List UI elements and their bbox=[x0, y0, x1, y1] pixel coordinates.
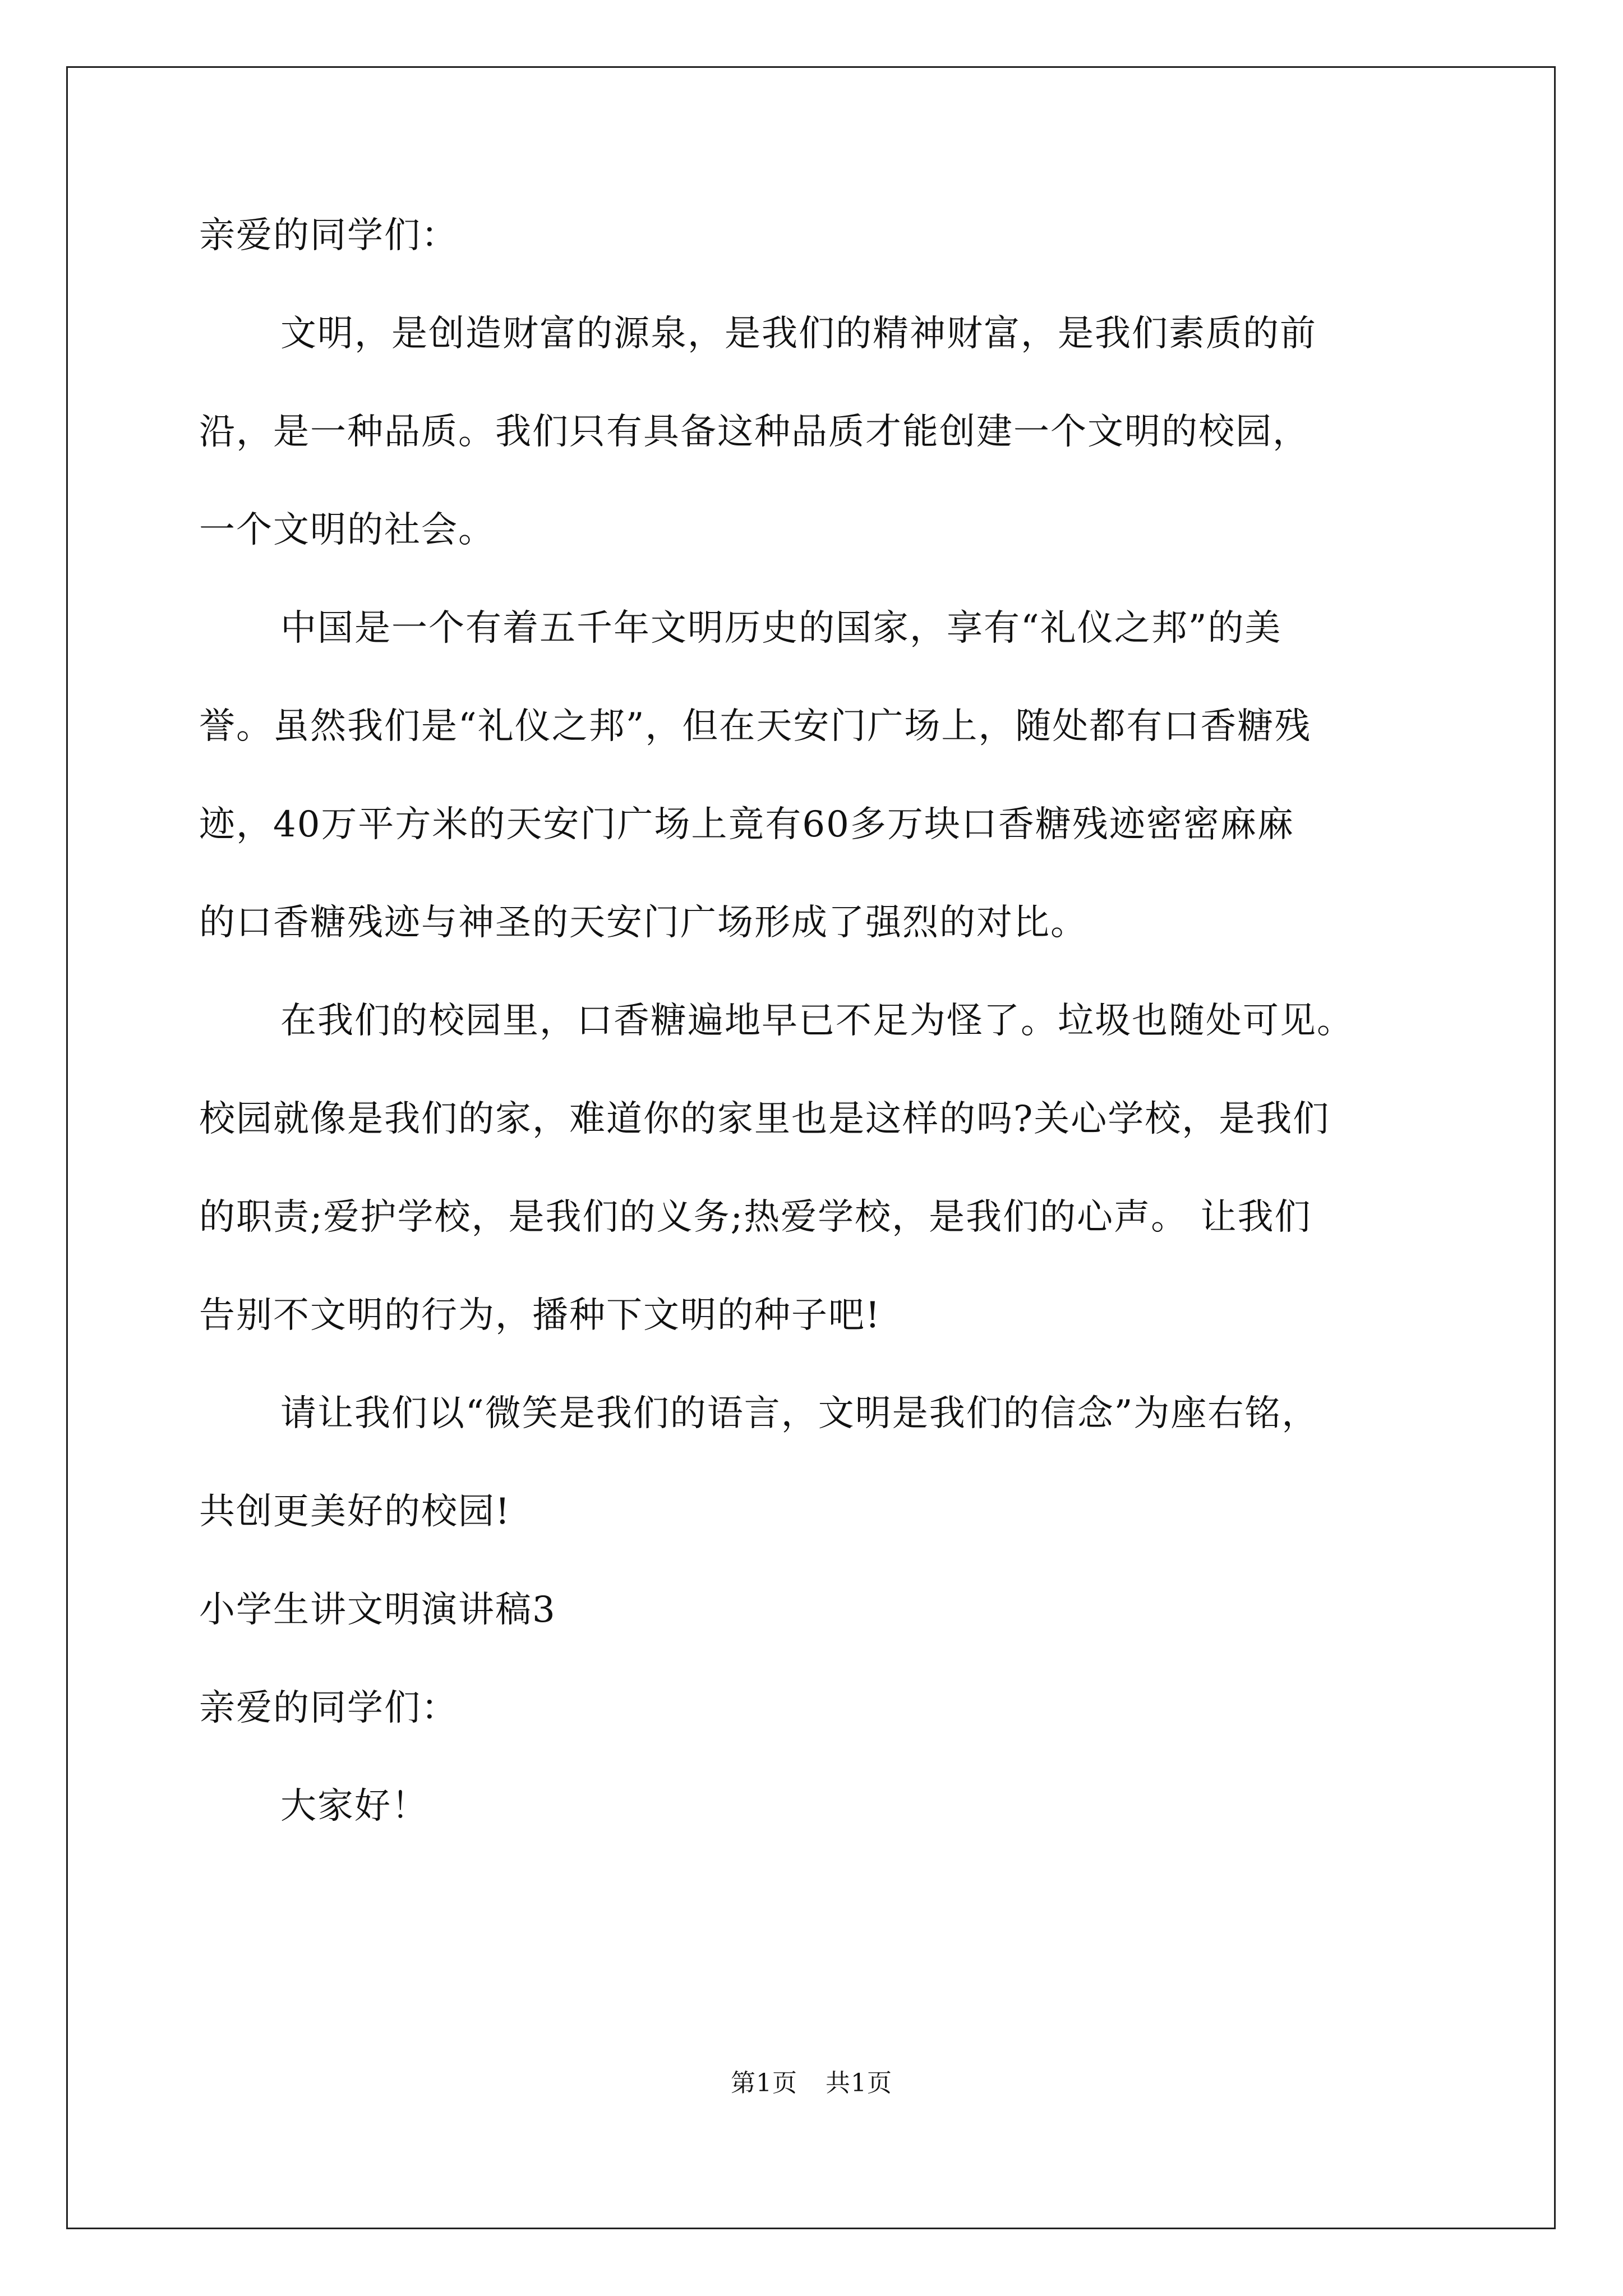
page-footer bbox=[0, 2068, 1623, 2099]
page-number: 第1页 bbox=[731, 2069, 797, 2097]
text-line: 亲爱的同学们： bbox=[199, 215, 458, 256]
salutation bbox=[199, 213, 1422, 258]
paragraph-civilization bbox=[199, 311, 1422, 553]
text-line: 在我们的校园里，口香糖遍地早已不足为怪了。垃圾也随处可见。 bbox=[280, 1000, 1354, 1042]
text-line: 亲爱的同学们： bbox=[199, 1687, 458, 1729]
text-line: 校园就像是我们的家，难道你的家里也是这样的吗?关心学校，是我们 bbox=[199, 1098, 1330, 1140]
text-line: 的口香糖残迹与神圣的天安门广场形成了强烈的对比。 bbox=[199, 902, 1087, 944]
text-line: 沿，是一种品质。我们只有具备这种品质才能创建一个文明的校园， bbox=[199, 411, 1310, 453]
paragraph-motto bbox=[199, 1391, 1422, 1534]
paragraph-campus bbox=[199, 999, 1422, 1338]
text-line: 小学生讲文明演讲稿3 bbox=[199, 1589, 556, 1631]
text-line: 的职责;爱护学校，是我们的义务;热爱学校，是我们的心声。 让我们 bbox=[199, 1197, 1312, 1238]
paragraph-china bbox=[199, 606, 1422, 945]
text-line: 请让我们以“微笑是我们的语言，文明是我们的信念”为座右铭， bbox=[280, 1393, 1319, 1434]
text-line: 一个文明的社会。 bbox=[199, 509, 495, 551]
page-total: 共1页 bbox=[826, 2069, 892, 2097]
text-line: 中国是一个有着五千年文明历史的国家，享有“礼仪之邦”的美 bbox=[280, 608, 1282, 649]
section-title bbox=[199, 1588, 1422, 1632]
document-body bbox=[199, 213, 1422, 1829]
text-line: 共创更美好的校园! bbox=[199, 1491, 511, 1533]
text-line: 文明，是创造财富的源泉，是我们的精神财富，是我们素质的前 bbox=[280, 313, 1317, 355]
text-line: 告别不文明的行为，播种下文明的种子吧! bbox=[199, 1295, 881, 1336]
text-line: 大家好！ bbox=[280, 1786, 428, 1827]
greeting bbox=[199, 1784, 1422, 1829]
text-line: 誉。虽然我们是“礼仪之邦”，但在天安门广场上，随处都有口香糖残 bbox=[199, 706, 1312, 747]
salutation bbox=[199, 1686, 1422, 1731]
text-line: 迹，40万平方米的天安门广场上竟有60多万块口香糖残迹密密麻麻 bbox=[199, 804, 1294, 845]
